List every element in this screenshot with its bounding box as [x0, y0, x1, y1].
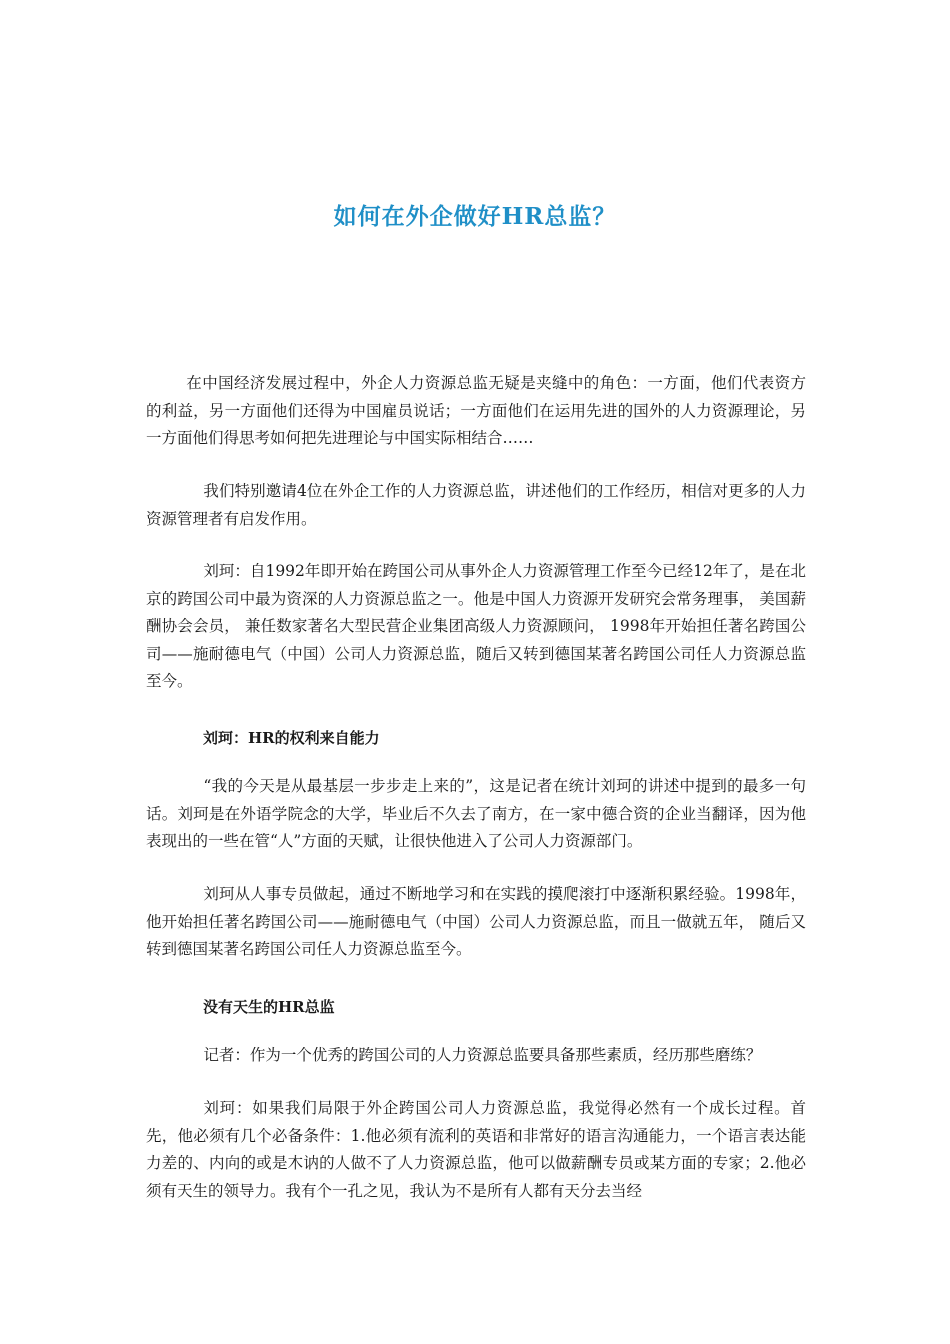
paragraph-answer: 刘珂：如果我们局限于外企跨国公司人力资源总监，我觉得必然有一个成长过程。首先，他必须有几个必备条件：1.他必须有流利的英语和非常好的语言沟通能力，一个语言表达能力差的、内向的或是木讷的人做不了人力资源总监，他可以做薪酬专员或某方面的专家；2.他必须有天生的领导力。我有个一孔之见，我认为不是所有人都有天分去当经	[146, 1099, 806, 1200]
paragraph-invitation: 我们特别邀请4位在外企工作的人力资源总监，讲述他们的工作经历，相信对更多的人力资源管理者有启发作用。	[146, 482, 806, 528]
document-title: 如何在外企做好HR总监？	[333, 203, 617, 231]
paragraph-career: 刘珂从人事专员做起，通过不断地学习和在实践的摸爬滚打中逐渐积累经验。1998年，他开始担任著名跨国公司——施耐德电气（中国）公司人力资源总监，而且一做就五年， 随后又转到德国某著名跨国公司任人力资源总监至今。	[146, 885, 806, 958]
paragraph-profile: 刘珂：自1992年即开始在跨国公司从事外企人力资源管理工作至今已经12年了，是在北京的跨国公司中最为资深的人力资源总监之一。他是中国人力资源开发研究会常务理事， 美国薪酬协会会员， 兼任数家著名大型民营企业集团高级人力资源顾问， 1998年开始担任著名跨国公司——施耐德电气（中国）公司人力资源总监，随后又转到德国某著名跨国公司任人力资源总监至今。	[146, 562, 806, 690]
section-heading-ability: 刘珂：HR的权利来自能力	[203, 729, 380, 747]
paragraph-background: “我的今天是从最基层一步步走上来的”，这是记者在统计刘珂的讲述中提到的最多一句话。刘珂是在外语学院念的大学，毕业后不久去了南方，在一家中德合资的企业当翻译，因为他表现出的一些在管“人”方面的天赋，让很快他进入了公司人力资源部门。	[146, 777, 806, 850]
paragraph-intro: 在中国经济发展过程中，外企人力资源总监无疑是夹缝中的角色：一方面，他们代表资方的利益，另一方面他们还得为中国雇员说话；一方面他们在运用先进的国外的人力资源理论，另一方面他们得思考如何把先进理论与中国实际相结合……	[146, 374, 806, 447]
section-heading-not-born: 没有天生的HR总监	[203, 998, 335, 1016]
paragraph-question: 记者：作为一个优秀的跨国公司的人力资源总监要具备那些素质，经历那些磨练？	[203, 1046, 762, 1064]
